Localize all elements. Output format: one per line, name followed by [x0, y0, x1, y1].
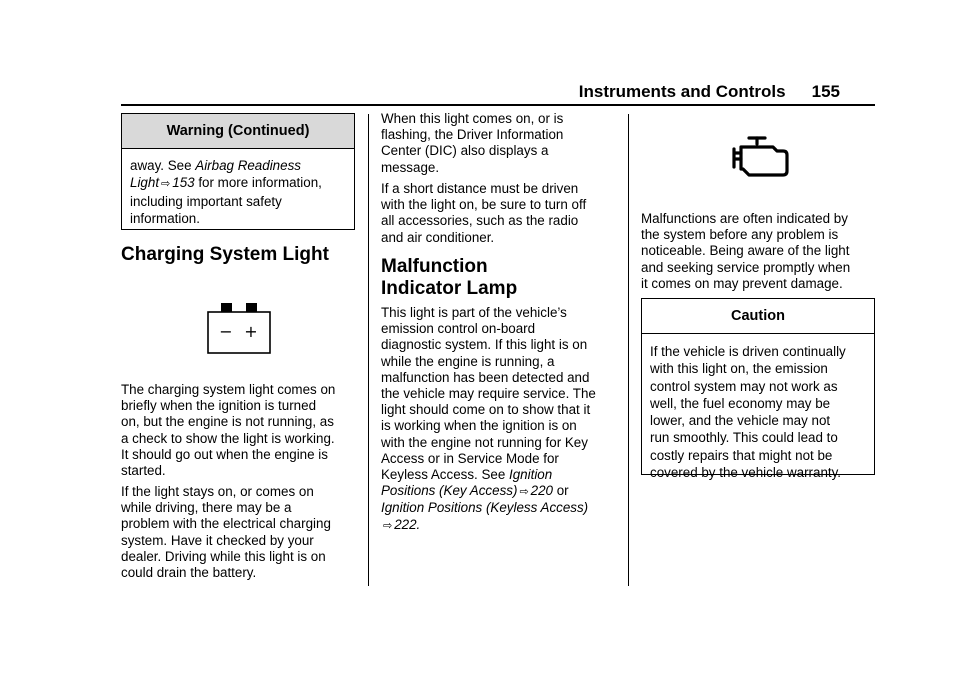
text-line: and seeking service promptly when [641, 259, 851, 275]
malfunction-paragraph [381, 305, 621, 534]
text-line: and air conditioner. [381, 229, 495, 245]
text-line: light should come on to show that it [381, 402, 591, 418]
caution-text: with this light on, the emission [650, 361, 828, 377]
charging-paragraph-1 [121, 382, 361, 479]
airbag-readiness-link-cont[interactable]: Light [130, 175, 160, 190]
text-line: system. Have it checked by your [121, 532, 314, 548]
text-line: If the light stays on, or comes on [121, 484, 314, 499]
text-line: dealer. Driving while this light is on [121, 548, 326, 564]
text-line: a check to show the light is working. [121, 430, 335, 446]
short-distance-paragraph [381, 181, 621, 246]
page-ref-arrow-icon: ⇨ [383, 519, 393, 532]
charging-system-heading: Charging System Light [121, 244, 329, 265]
caution-text: covered by the vehicle warranty. [650, 465, 842, 481]
battery-icon [206, 303, 272, 355]
text-line [381, 500, 621, 516]
warning-box [121, 113, 355, 230]
text-line: Malfunctions are often indicated by [641, 211, 848, 226]
text-fragment: or [553, 483, 569, 499]
text-line: it comes on may prevent damage. [641, 275, 843, 291]
battery-plus: + [244, 322, 258, 341]
page-ref-220[interactable]: 220 [530, 483, 553, 499]
page-ref-153[interactable]: 153 [172, 175, 195, 190]
text-line: briefly when the ignition is turned [121, 398, 317, 414]
text-line: on, but the engine is not running, as [121, 414, 334, 430]
caution-text: well, the fuel economy may be [650, 395, 831, 411]
malfunction-indication-paragraph [641, 211, 881, 292]
caution-text: run smoothly. This could lead to [650, 430, 838, 446]
caution-text: costly repairs that might not be [650, 447, 833, 463]
text-line: with the light on, be sure to turn off [381, 197, 587, 213]
malfunction-lamp-heading [381, 256, 517, 300]
column-divider-2 [628, 114, 629, 586]
warning-text: away. See [130, 158, 196, 173]
caution-text: control system may not work as [650, 378, 838, 394]
text-line: started. [121, 463, 166, 479]
airbag-readiness-link[interactable]: Airbag Readiness [195, 158, 301, 173]
text-line: The charging system light comes on [121, 382, 336, 397]
caution-body [642, 343, 874, 489]
page-number: 155 [811, 82, 840, 101]
caution-title: Caution [642, 299, 874, 334]
text-line: message. [381, 159, 440, 175]
text-line: is working when the ignition is on [381, 418, 577, 434]
section-name: Instruments and Controls [578, 82, 786, 101]
check-engine-icon [727, 135, 791, 179]
text-line: the vehicle may require service. The [381, 386, 596, 402]
page-ref-222[interactable]: 222. [394, 516, 421, 532]
text-line: could drain the battery. [121, 565, 257, 581]
warning-title: Warning (Continued) [122, 114, 354, 149]
text-line: noticeable. Being aware of the light [641, 243, 850, 259]
text-line: while driving, there may be a [121, 500, 292, 516]
page-ref-arrow-icon: ⇨ [161, 178, 171, 190]
header-rule [121, 104, 875, 106]
text-line: problem with the electrical charging [121, 516, 331, 532]
text-line: It should go out when the engine is [121, 446, 328, 462]
text-line: malfunction has been detected and [381, 369, 590, 385]
caution-box [641, 298, 875, 481]
text-line: emission control on-board [381, 321, 536, 337]
warning-text: information. [130, 211, 200, 226]
text-line: If a short distance must be driven [381, 181, 579, 196]
text-line: all accessories, such as the radio [381, 213, 579, 229]
warning-text: for more information, [194, 175, 322, 190]
text-fragment: Keyless Access. See [381, 467, 510, 483]
column-divider-1 [368, 114, 369, 586]
text-line [381, 483, 621, 500]
text-line [381, 467, 621, 483]
page-ref-arrow-icon: ⇨ [519, 486, 529, 499]
ignition-positions-link[interactable]: Ignition [509, 467, 553, 483]
dic-paragraph [381, 111, 621, 176]
warning-text: including important safety [130, 194, 282, 209]
heading-line: Malfunction [381, 256, 488, 277]
text-line [381, 517, 621, 534]
battery-minus: − [219, 322, 233, 341]
page-header [0, 0, 960, 110]
text-line: while the engine is running, a [381, 353, 555, 369]
caution-text: lower, and the vehicle may not [650, 413, 831, 429]
ignition-key-access-link[interactable]: Positions (Key Access) [381, 483, 518, 499]
running-header [579, 82, 840, 102]
text-line: When this light comes on, or is [381, 111, 564, 126]
text-line: with the engine not running for Key [381, 434, 588, 450]
text-line: Center (DIC) also displays a [381, 143, 549, 159]
caution-text: If the vehicle is driven continually [650, 344, 846, 359]
text-line: flashing, the Driver Information [381, 127, 564, 143]
ignition-keyless-access-link[interactable]: Ignition Positions (Keyless Access) [381, 500, 589, 516]
text-line: Access or in Service Mode for [381, 450, 559, 466]
warning-body [122, 157, 354, 235]
heading-line: Indicator Lamp [381, 278, 518, 299]
text-line: This light is part of the vehicle’s [381, 305, 567, 320]
charging-paragraph-2 [121, 484, 361, 581]
text-line: the system before any problem is [641, 227, 839, 243]
text-line: diagnostic system. If this light is on [381, 337, 588, 353]
